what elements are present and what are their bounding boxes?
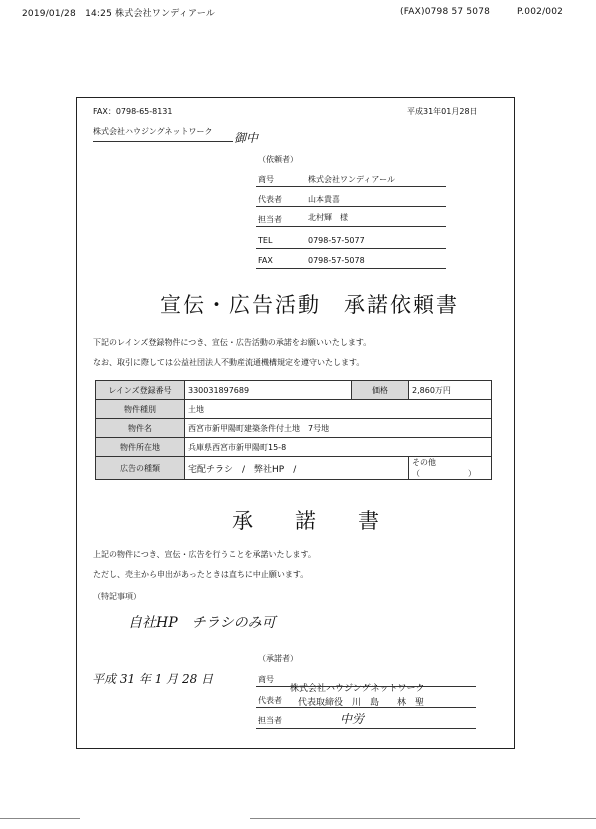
approver-label-company: 商号 xyxy=(258,675,274,684)
label-reins-number: レインズ登録番号 xyxy=(96,381,185,400)
scan-line xyxy=(0,818,80,819)
recipient-company: 株式会社ハウジングネットワーク xyxy=(93,127,213,136)
sign-date: 平成 31 年 1 月 28 日 xyxy=(92,672,214,686)
consent-line-1: 上記の物件につき、宣伝・広告を行うことを承諾いたします。 xyxy=(93,550,316,559)
document-date: 平成31年01月28日 xyxy=(407,107,478,116)
requester-fax: 0798-57-5078 xyxy=(308,256,365,265)
requester-label-rep: 代表者 xyxy=(258,195,282,204)
requester-tel: 0798-57-5077 xyxy=(308,236,365,245)
label-price: 価格 xyxy=(352,381,409,400)
approver-label-rep: 代表者 xyxy=(258,696,282,705)
price: 2,860万円 xyxy=(409,381,492,400)
requester-company: 株式会社ワンディアール xyxy=(308,175,395,184)
sender-fax: FAX：0798-65-8131 xyxy=(93,107,173,116)
table-row xyxy=(96,419,492,438)
table-row xyxy=(96,400,492,419)
approver-heading: （承諾者） xyxy=(258,654,298,663)
label-property-address: 物件所在地 xyxy=(96,438,185,457)
intro-line-1: 下記のレインズ登録物件につき、宣伝・広告活動の承諾をお願いいたします。 xyxy=(93,338,372,347)
ad-type-other: その他（ ） xyxy=(409,457,492,480)
requester-label-tel: TEL xyxy=(258,236,273,245)
requester-label-fax: FAX xyxy=(258,256,273,265)
approver-label-contact: 担当者 xyxy=(258,716,282,725)
approver-contact: 中労 xyxy=(340,712,365,726)
special-note-handwritten: 自社HP チラシのみ可 xyxy=(128,615,276,631)
property-table xyxy=(95,380,492,480)
consent-title: 承 諾 書 xyxy=(232,509,379,533)
fax-page: P.002/002 xyxy=(517,7,564,17)
approver-company: 株式会社ハウジングネットワーク xyxy=(290,684,425,694)
requester-heading: （依頼者） xyxy=(258,155,298,164)
fax-datetime: 2019/01/28 14:25 株式会社ワンディアール xyxy=(22,9,216,19)
table-row xyxy=(96,381,492,400)
approver-rep: 代表取締役 川 島 林 聖 xyxy=(298,698,425,708)
scan-line xyxy=(250,818,596,819)
label-property-name: 物件名 xyxy=(96,419,185,438)
label-property-type: 物件種別 xyxy=(96,400,185,419)
recipient-suffix: 御中 xyxy=(234,131,259,145)
table-row xyxy=(96,457,492,480)
fax-number: (FAX)0798 57 5078 xyxy=(400,7,491,17)
requester-contact: 北村輝 様 xyxy=(308,213,348,222)
consent-line-2: ただし、売主から申出があったときは直ちに中止願います。 xyxy=(93,570,309,579)
requester-label-company: 商号 xyxy=(258,175,274,184)
special-notes-label: （特記事項） xyxy=(93,592,141,601)
table-row xyxy=(96,438,492,457)
property-address: 兵庫県西宮市新甲陽町15-8 xyxy=(185,438,492,457)
intro-line-2: なお、取引に際しては公益社団法人不動産流通機構規定を遵守いたします。 xyxy=(93,358,365,367)
property-name: 西宮市新甲陽町建築条件付土地 7号地 xyxy=(185,419,492,438)
requester-rep: 山本貴喜 xyxy=(308,195,340,204)
requester-label-contact: 担当者 xyxy=(258,215,282,224)
document-title: 宣伝・広告活動 承諾依頼書 xyxy=(160,293,459,317)
ad-type: 宅配チラシ / 弊社HP / xyxy=(185,457,409,480)
reins-number: 330031897689 xyxy=(185,381,352,400)
label-ad-type: 広告の種類 xyxy=(96,457,185,480)
property-type: 土地 xyxy=(185,400,492,419)
